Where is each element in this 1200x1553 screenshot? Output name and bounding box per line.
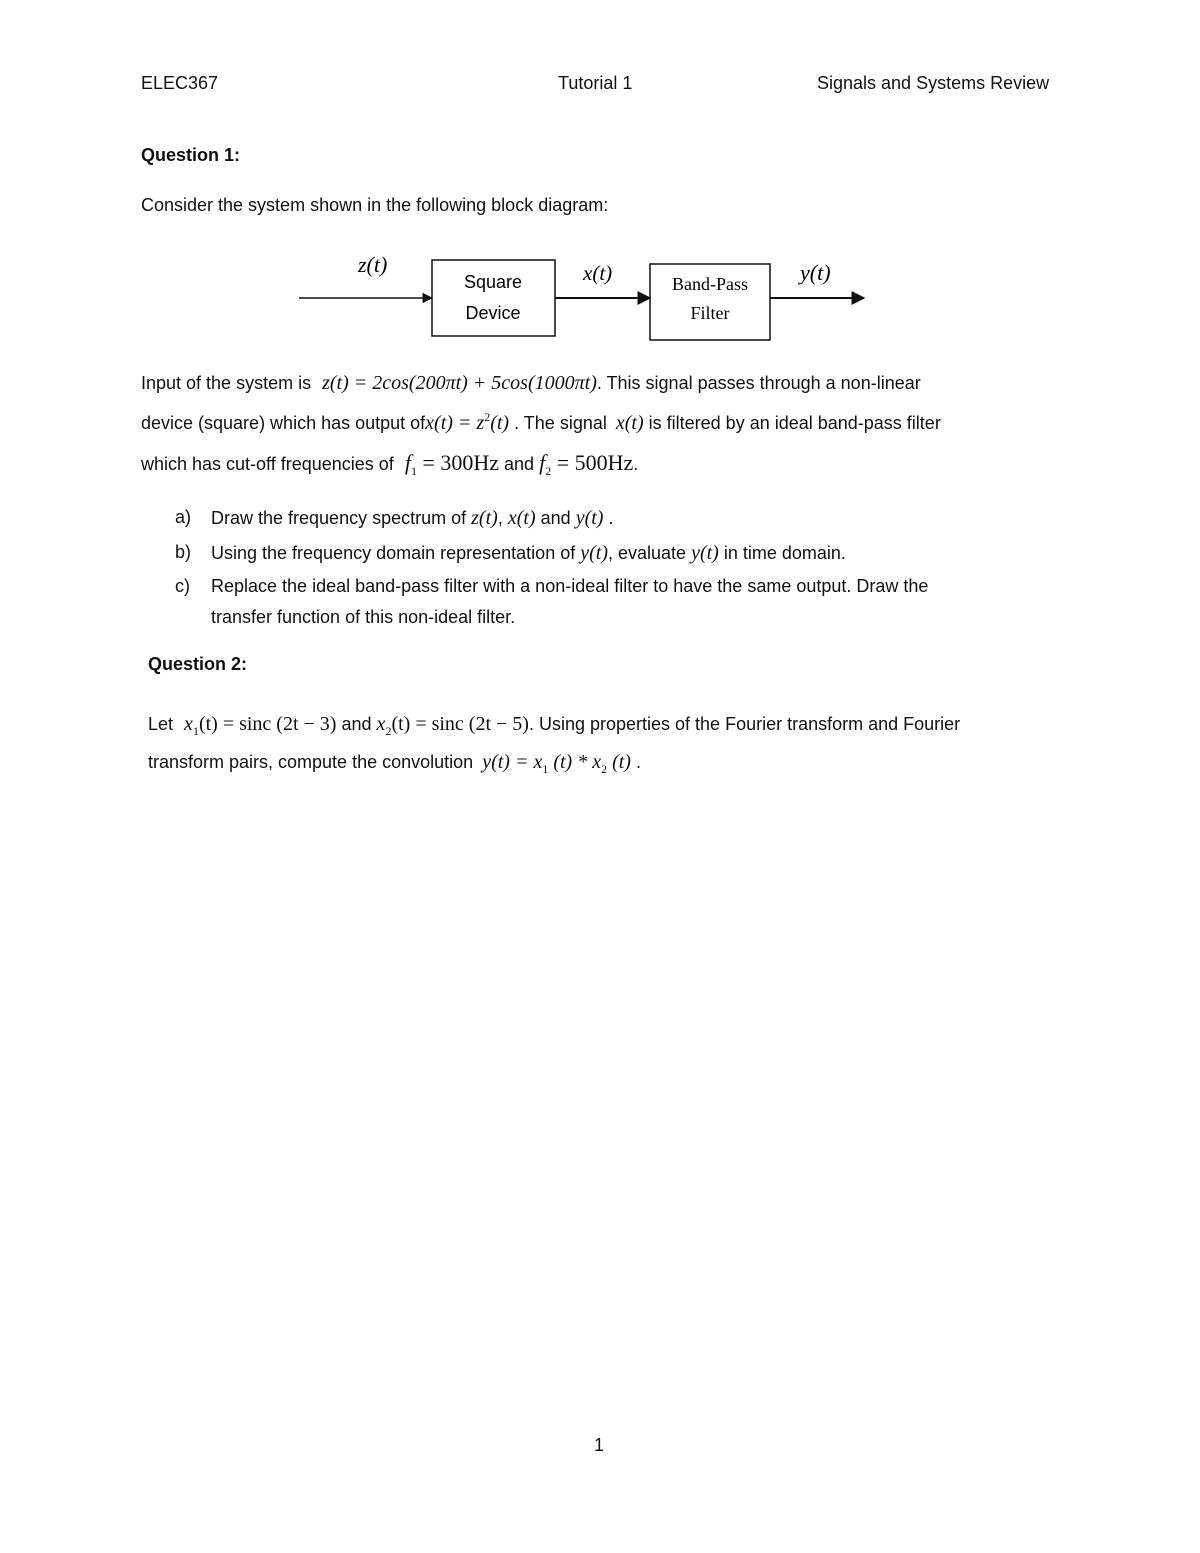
header-tutorial: Tutorial 1 (558, 73, 633, 93)
p1-text-a: Input of the system is (141, 373, 312, 393)
band-pass-line1: Band-Pass (672, 274, 748, 294)
p1-text-b: . This signal passes through a non-linear (596, 373, 921, 393)
item-a-label: a) (175, 507, 192, 527)
item-c-line-2: transfer function of this non-ideal filter. (211, 607, 516, 627)
band-pass-line2: Filter (690, 303, 730, 323)
square-equation: $x(t) = z^2(t)$ (425, 410, 510, 434)
question-2-title: Question 2: (148, 654, 248, 674)
item-a-text: Draw the frequency spectrum of z(t), x(t) and y(t) . (211, 507, 614, 529)
q2-let: Let (148, 714, 174, 734)
p3-text-a: which has cut-off frequencies of (141, 454, 394, 474)
header-course: ELEC367 (141, 73, 219, 93)
input-signal-label: z(t) (358, 252, 388, 277)
question-1-title: Question 1: (141, 145, 241, 165)
x2-definition: $x_2(t) = \sin c$ (2t − 5) (376, 713, 529, 738)
p3-and: and (504, 454, 535, 474)
p2-text-b: . The signal (514, 413, 607, 433)
x1-definition: $x_1(t) = \sin c$ (2t − 3) (184, 713, 337, 738)
input-equation: z(t) = 2cos(200πt) + 5cos(1000πt) (322, 372, 597, 394)
q2-line-1 (148, 713, 960, 736)
header-topic: Signals and Systems Review (817, 73, 1050, 93)
q2-line-2-end: . (636, 752, 642, 772)
cutoff-f1: $f_1 = 300Hz$ (404, 450, 500, 478)
p2-text-c: is filtered by an ideal band-pass filter (648, 413, 941, 433)
q2-and: and (341, 714, 372, 734)
page-number: 1 (594, 1435, 605, 1455)
list-item-c (0, 576, 1200, 636)
convolution-equation: $y(t) = x_1$ $(t) * x_2$ (t) (482, 751, 631, 776)
list-item-a (0, 507, 1200, 533)
item-c-label: c) (175, 576, 190, 596)
question-1-intro: Consider the system shown in the following block diagram: (141, 195, 609, 215)
q1-paragraph-line-2 (141, 412, 941, 435)
cutoff-f2: $f_2 = 500Hz$ (539, 450, 634, 478)
item-b-text: Using the frequency domain representation of y(t), evaluate y(t) in time domain. (211, 542, 846, 564)
q1-paragraph-line-3 (141, 450, 638, 476)
square-device-line2: Device (465, 303, 521, 323)
q2-line-1-text: . Using properties of the Fourier transform and Fourier (528, 714, 961, 734)
mid-signal-label: x(t) (583, 261, 613, 285)
q1-paragraph-line-1 (141, 372, 921, 395)
q2-line-2 (148, 751, 641, 774)
x-signal-inline: x(t) (615, 412, 644, 434)
output-signal-label: y(t) (800, 260, 831, 285)
block-diagram (0, 0, 1200, 360)
square-device-line1: Square (463, 272, 523, 292)
list-item-b (0, 542, 1200, 568)
item-c-line-1: Replace the ideal band-pass filter with a non-ideal filter to have the same output. Draw the (211, 576, 929, 596)
item-b-label: b) (175, 542, 192, 562)
q2-line-2-text: transform pairs, compute the convolution (148, 752, 474, 772)
p2-text-a: device (square) which has output of (141, 413, 426, 433)
p3-end: . (633, 454, 639, 474)
